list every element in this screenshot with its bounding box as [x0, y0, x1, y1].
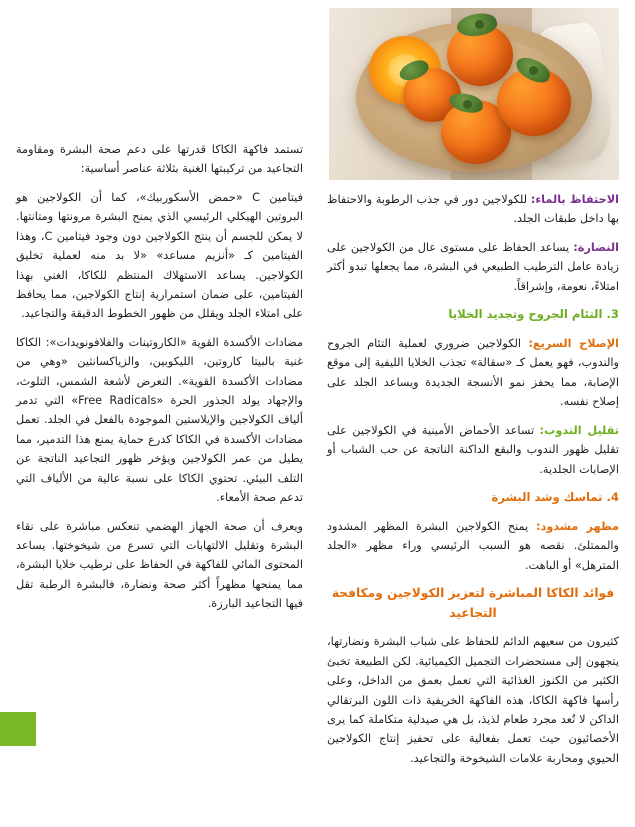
paragraph-closing: كثيرون من سعيهم الدائم للحفاظ على شباب البشرة ونضارتها، يتجهون إلى مستحضرات التجميل الكيميائية. لكن الطبيعة تخبئ الكثير من الكنوز الغذائية التي تعمل بعمق من الداخل، وعلى رأسها فاكهة الكاكا، هذه الفاكهة الخريفية ذات اللون البرتقالي الداكن لا تُعد مجرد طعام لذيذ، بل هي صيدلية متكاملة كما يرى الأخصائيون حيث تعمل بفعالية على تحفيز إنتاج الكولاجين الحيوي ومحاربة علامات الشيخوخة والتجاعيد.: [327, 635, 619, 765]
paragraph-fast-healing: [327, 334, 619, 412]
body-hydration: للكولاجين دور في جذب الرطوبة والاحتفاظ بها داخل طبقات الجلد.: [327, 193, 619, 226]
paragraph-radiance: [327, 238, 619, 296]
persimmon-fruit-photo: [329, 8, 619, 180]
paragraph-vitamin-c: فيتامين C «حمض الأسكوربيك»، كما أن الكولاجين هو البروتين الهيكلي الرئيسي الذي يمنح البشرة مرونتها ومتانتها. لا يمكن للجسم أن ينتج الكولاجين دون وجود فيتامين C، وهذا الفيتامين كـ «أنزيم مساعد» «لا بد منه لعملية تخليق الكولاجين. يساعد الاستهلاك المنتظم للكاكا، الغني بهذا الفيتامين، على ضمان استمرارية إنتاج الكولاجين، مما يحافظ على امتلاء الجلد ويقلل من ظهور الخطوط الدقيقة والتجاعيد.: [16, 190, 303, 321]
section-heading-3: [327, 305, 619, 325]
paragraph-fiber-water: ويعرف أن صحة الجهاز الهضمي تنعكس مباشرة على نقاء البشرة وتقليل الالتهابات التي تسرع من شيخوختها. يساعد المحتوى المائي للفاكهة في الحفاظ على ترطيب خلايا البشرة، مما يمنحها مظهراً أكثر صحة ونضارة، فالبشرة الرطبة تقل فيها التجاعيد البارزة.: [16, 519, 303, 611]
paragraph-antioxidants: مضادات الأكسدة القوية «الكاروتينات والفلافونويدات»: الكاكا غنية بالبيتا كاروتين، الليكوبين، والزياكسانثين «وهي من مضادات الأكسدة القوية». التعرض لأشعة الشمس، التلوث، والإجهاد يولد الجذور الحرة «Free Radicals» التي تدمر ألياف الكولاجين والإيلاستين الموجودة بالفعل في الجلد. تعمل مضادات الأكسدة في الكاكا كدرع حماية يمنع هذا التدمير، مما يطيل من عمر الكولاجين ويؤخر ظهور التجاعيد الناتجة عن التلف البيئي. تحتوي الكاكا على نسبة عالية من الألياف التي تدعم صحة الأمعاء.: [16, 335, 303, 505]
paragraph-firm-look: [327, 517, 619, 575]
lead-firm-look: مظهر مشدود:: [536, 519, 619, 533]
lead-fast-healing: الإصلاح السريع:: [528, 337, 620, 351]
left-text-column: [16, 140, 303, 614]
main-heading-text: فوائد الكاكا المباشرة لتعزيز الكولاجين ومكافحة التجاعيد: [331, 586, 615, 620]
section-3-title: 3. التئام الجروح وتجديد الخلايا: [448, 307, 619, 322]
paragraph-intro: تستمد فاكهة الكاكا قدرتها على دعم صحة البشرة ومقاومة التجاعيد من تركيبتها الغنية بثلاثة عناصر أساسية:: [16, 143, 303, 176]
body-radiance: يساعد الحفاظ على مستوى عال من الكولاجين على زيادة عامل الترطيب الطبيعي في البشرة، مما يجعلها تبدو أكثر امتلاءً، نعومة، وإشراقاً.: [327, 240, 619, 293]
section-4-title: 4. تماسك وشد البشرة: [491, 490, 619, 504]
stem-dot-1: [475, 20, 484, 29]
stem-dot-3: [463, 100, 472, 109]
right-text-column: [327, 190, 619, 768]
body-firm-look: يمنح الكولاجين البشرة المظهر المشدود والممتلئ. نقصه هو السبب الرئيسي وراء مظهر «الجلد المترهل» أو الباهت.: [327, 519, 619, 572]
paragraph-hydration: [327, 190, 619, 229]
lead-hydration: الاحتفاظ بالماء:: [530, 193, 619, 206]
lead-scar-reduction: تقليل الندوب:: [539, 423, 619, 437]
body-scar-reduction: تساعد الأحماض الأمينية في الكولاجين على تقليل ظهور الندوب والبقع الداكنة الناتجة عن حب الشباب أو الإصابات الجلدية.: [327, 423, 619, 476]
page-corner-tab: [0, 712, 36, 746]
section-heading-4: [327, 488, 619, 508]
stem-dot-2: [529, 66, 538, 75]
body-fast-healing: الكولاجين ضروري لعملية التئام الجروح والندوب، فهو يعمل كـ «سقالة» تجذب الخلايا الليفية إلى موقع الإصابة، مما يحفز نمو الأنسجة الجديدة ويساعد الجلد على إصلاح نفسه.: [327, 337, 619, 409]
paragraph-scar-reduction: [327, 421, 619, 479]
article-main-heading: [327, 584, 619, 623]
photo-canvas: [329, 8, 619, 180]
lead-radiance: النضارة:: [573, 240, 619, 254]
